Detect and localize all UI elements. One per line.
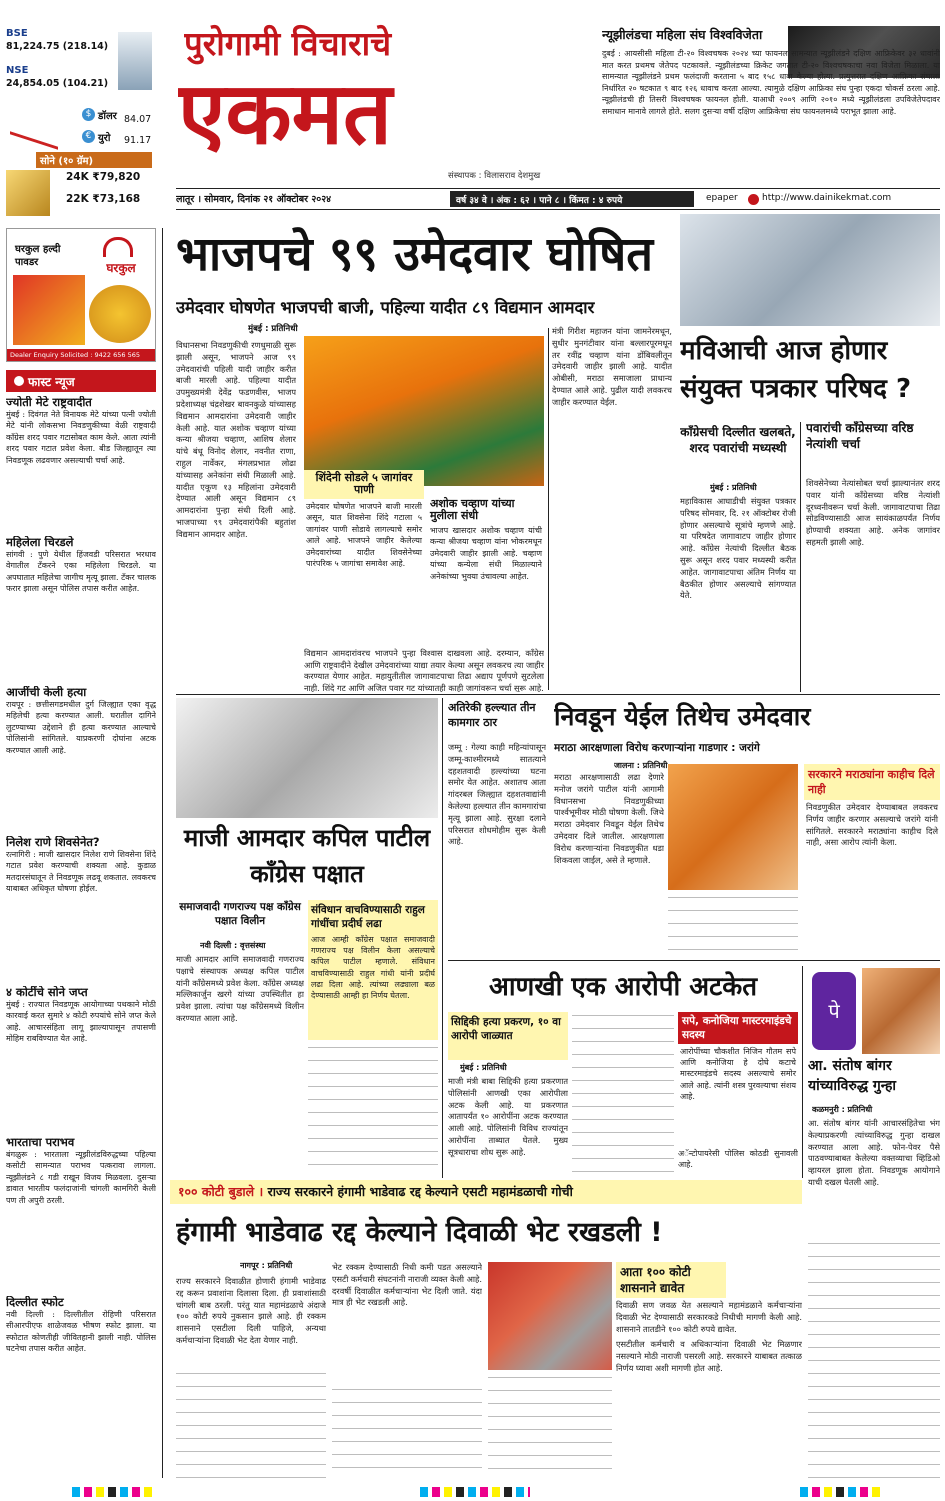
st-col2: भेट रक्कम देण्यासाठी निधी कमी पडत असल्याने एसटी कर्मचारी संघटनांनी नाराजी व्यक्त केली आहे. दरवर्षी दिवाळीत कर्मचाऱ्यांना भेट दिली जाते. यंदा मात्र ही भेट रखडली आहे. (332, 1262, 482, 1308)
dollar-value: 84.07 (124, 114, 152, 125)
arrest-box-title: सिद्दिकी हत्या प्रकरण, १० वा आरोपी जाळ्यात (451, 1016, 561, 1042)
st-box-body: दिवाळी सण जवळ येत असल्याने महामंडळाने कर्मचाऱ्यांना दिवाळी भेट देण्यासाठी सरकारकडे निधीची मागणी केली आहे. शासनाने तातडीने १०० कोटी रुपये द्यावेत. (616, 1300, 802, 1334)
fast-news-head: ४ कोटींचे सोने जप्त (6, 986, 88, 999)
bangar-body-cont (808, 1240, 940, 1478)
shinde-caption: शिंदेनी सोडले ५ जागांवर पाणी (304, 470, 424, 499)
list-item (6, 536, 156, 686)
lead-headline: भाजपचे ९९ उमेदवार घोषित (176, 227, 654, 282)
fast-news-body: बंगळुरू : भारताला न्यूझीलंडविरुद्धच्या पहिल्या कसोटी सामन्यात पराभव पत्करावा लागला. न्यूझीलंडने ८ गडी राखून विजय मिळवला. दुसऱ्या डावात भारतीय फलंदाजांनी चांगली कामगिरी केली पण ती अपुरी ठरली. (6, 1149, 156, 1205)
list-item (6, 986, 156, 1136)
nse-value: 24,854.05 (104.21) (6, 78, 109, 89)
jarange-sub: मराठा आरक्षणाला विरोध करणाऱ्यांना गाडणार : जरांगे (554, 742, 760, 754)
st-col2-cont (332, 1386, 482, 1478)
ad-dish-image (89, 285, 151, 343)
shinde-box (304, 470, 424, 644)
jarange-body-cont (668, 894, 798, 958)
bull-statue-image (118, 32, 152, 90)
fast-news-body: नवी दिल्ली : दिल्लीतील रोहिणी परिसरात सीआरपीएफ शाळेजवळ भीषण स्फोट झाला. या स्फोटात कोणतीही जीवितहानी झाली नाही. पोलिस घटनेचा तपास करीत आहेत. (6, 1309, 156, 1354)
fast-news-body: रायपूर : छत्तीसगडमधील दुर्ग जिल्ह्यात एका वृद्ध महिलेची हत्या करण्यात आली. घरातील दागिने लुटण्याच्या उद्देशाने ही हत्या करण्यात आल्याचे पोलिसांनी सांगितले. याप्रकरणी दोघांना अटक करण्यात आली आहे. (6, 699, 156, 755)
kapil-dateline: नवी दिल्ली : वृत्तसंस्था (200, 941, 266, 950)
lead-col1: विधानसभा निवडणुकीची रणधुमाळी सुरू झाली असून, भाजपने आज ९९ उमेदवारांची पहिली यादी जाहीर करीत बाजी मारली आहे. पहिल्या यादीत उपमुख्यमंत्री देवेंद्र फडणवीस, भाजप प्रदेशाध्यक्ष चंद्रशेखर बावनकुळे यांच्यासह विद्यमान आमदारांना उमेदवारी जाहीर केली आहे. यात अशोक चव्हाण यांच्या कन्या श्रीजया चव्हाण, आशिष शेलार यांचे बंधू विनोद शेलार, नवनीत राणा, राहुल नार्वेकर, मंगलप्रभात लोढा यांच्यासह अनेकांना संधी मिळाली आहे. यादीत एकूण १३ महिलांना उमेदवारी देण्यात आली असून विद्यमान ८९ आमदारांना पुन्हा संधी दिली आहे. भाजपाच्या ९९ उमेदवारांपैकी बहुतांश विद्यमान आमदार आहेत. (176, 340, 296, 539)
lead-continuation: मंत्री गिरीश महाजन यांना जामनेरमधून, सुधीर मुनगंटीवार यांना बल्लारपूरमधून तर रवींद्र चव्हाण यांना डोंबिवलीतून उमेदवारी जाहीर झाली आहे. यादीत ओबीसी, मराठा समाजाला प्राधान्य देण्यात आले आहे. पुढील यादी लवकरच जाहीर करण्यात येईल. (552, 326, 672, 407)
jarange-body: मराठा आरक्षणासाठी लढा देणारे मनोज जरांगे पाटील यांनी आगामी विधानसभा निवडणुकीच्या पार्श्वभूमीवर मोठी घोषणा केली. जिथे मराठा उमेदवार निवडून येईल तिथेच उमेदवार दिले जातील. आरक्षणाला विरोध करणाऱ्यांना निवडणुकीत धडा शिकवला जाईल, असे ते म्हणाले. (554, 772, 664, 865)
list-item (6, 1296, 156, 1421)
fast-news-list (6, 396, 156, 1481)
fast-news-head: ज्योती मेटे राष्ट्रवादीत (6, 396, 92, 409)
fast-news-head: दिल्लीत स्फोट (6, 1296, 64, 1309)
arrest-side-body: आरोपींच्या चौकशीत निजिन गौतम सपे आणि कनोजिया हे दोघे कटाचे मास्टरमाइंडचे सदस्य असल्याचे समोर आले आहे. त्यांनी शस्त्र पुरवल्याचा संशय आहे. (680, 1047, 796, 1101)
ad-box (6, 228, 156, 362)
fast-news-head: महिलेला चिरडले (6, 536, 74, 549)
jarange-box (804, 764, 940, 958)
mva-leaders-photo (680, 214, 940, 326)
st-strip-text: राज्य सरकारने हंगामी भाडेवाढ रद्द केल्याने एसटी महामंडळाची गोची (267, 1184, 573, 1199)
arrest-side-title: सपे, कनोजिया मास्टरमाइंडचे सदस्य (678, 1012, 798, 1044)
ad-house-icon (103, 237, 133, 257)
mva-body: महाविकास आघाडीची संयुक्त पत्रकार परिषद सोमवार, दि. २१ ऑक्टोबर रोजी होणार असल्याचे सूत्रांचे म्हणणे आहे. या परिषदेत जागावाटप जाहीर होणार आहे. काँग्रेस नेत्यांची दिल्लीत बैठक सुरू असून शरद पवार मध्यस्थी करीत आहेत. जागावाटपाचा अंतिम निर्णय या बैठकीत होणार असल्याचे सांगण्यात येते. (680, 496, 796, 601)
kapil-sub: समाजवादी गणराज्य पक्ष काँग्रेस पक्षात विलीन (179, 901, 301, 927)
masthead-title: एकमत (178, 64, 393, 164)
st-strip (170, 1180, 802, 1204)
arrest-body-cont (572, 1012, 674, 1176)
kapil-patil-photo (176, 698, 438, 818)
st-col4: एसटीतील कर्मचारी व अधिकाऱ्यांना दिवाळी भेट मिळणार नसल्याने मोठी नाराजी पसरली आहे. सरकारने याबाबत तत्काळ निर्णय घ्यावा अशी मागणी होत आहे. (616, 1339, 802, 1373)
list-item (6, 686, 156, 836)
st-headline: हंगामी भाडेवाढ रद्द केल्याने दिवाळी भेट रखडली ! (176, 1217, 663, 1248)
fast-news-head: निलेश राणे शिवसेनेत? (6, 836, 100, 849)
mva-dateline: मुंबई : प्रतिनिधी (710, 483, 757, 492)
st-box (616, 1262, 802, 1478)
euro-icon: € (82, 130, 95, 143)
fast-news-body: मुंबई : दिवंगत नेते विनायक मेटे यांच्या पत्नी ज्योती मेटे यांनी लोकसभा निवडणुकीच्या वेळी राष्ट्रवादी काँग्रेस शरद पवार गटासोबत काम केले. आता त्यांनी शरद पवार गटात प्रवेश केला. बीड जिल्ह्यातून त्या निवडणूक लढवणार असल्याची चर्चा आहे. (6, 409, 156, 465)
list-item (6, 1136, 156, 1296)
jarange-photo (668, 764, 798, 890)
bangar-body: आ. संतोष बांगर यांनी आचारसंहितेचा भंग केल्याप्रकरणी त्यांच्याविरुद्ध गुन्हा दाखल करण्यात आला आहे. फोन-पेवर पैसे पाठवण्याबाबत केलेल्या वक्तव्याचा व्हिडिओ व्हायरल झाला होता. निवडणूक आयोगाने याची दखल घेतली आहे. (808, 1118, 940, 1187)
bangar-headline: आ. संतोष बांगर यांच्याविरुद्ध गुन्हा (808, 1058, 897, 1094)
bse-value: 81,224.75 (218.14) (6, 41, 109, 52)
dollar-label: डॉलर (98, 111, 117, 122)
terror-body: जम्मू : गेल्या काही महिन्यांपासून जम्मू-काश्मीरमध्ये सातत्याने दहशतवादी हल्ल्यांच्या घटना समोर येत आहेत. अशातच आता गांदरबल जिल्ह्यात दहशतवाद्यांनी केलेल्या हल्ल्यात तीन कामगारांचा मृत्यू झाला आहे. सुरक्षा दलाने परिसरात शोधमोहीम सुरू केली आहे. (448, 742, 546, 847)
registration-marks-right (800, 1487, 880, 1497)
mva-headline: मविआची आज होणार संयुक्त पत्रकार परिषद ? (680, 336, 912, 404)
bangar-photo (862, 968, 940, 1054)
arrest-headline: आणखी एक आरोपी अटकेत (488, 972, 758, 1002)
ashok-body: भाजप खासदार अशोक चव्हाण यांची कन्या श्रीजया चव्हाण यांना भोकरमधून उमेदवारी जाहीर झाली आहे. चव्हाण यांच्या कन्येला संधी मिळाल्याने अनेकांच्या भुवया उंचावल्या आहेत. (430, 525, 542, 581)
lead-col2: विद्यमान आमदारांवरच भाजपने पुन्हा विश्वास दाखवला आहे. दरम्यान, काँग्रेस आणि राष्ट्रवादीने देखील उमेदवारांच्या याद्या तयार केल्या असून लवकरच त्या जाहीर करण्यात येणार आहेत. महायुतीतील जागावाटपाचा तिढा अद्याप पूर्णपणे सुटलेला नाही. शिंदे गट आणि अजित पवार गट यांच्यातही काही जागांवरून चर्चा सुरू आहे. (304, 648, 544, 692)
bjp-rally-photo (304, 336, 544, 486)
euro-label: युरो (98, 133, 111, 144)
fast-news-body: सांगवी : पुणे येथील हिंजवडी परिसरात भरधाव वेगातील टँकरने एका महिलेला चिरडले. या अपघातात महिलेचा जागीच मृत्यू झाला. टँकर चालक फरार झाला असून पोलिस तपास करीत आहेत. (6, 549, 156, 594)
fast-news-head: भारताचा पराभव (6, 1136, 75, 1149)
mva-sub2: पवारांची काँग्रेसच्या वरिष्ठ नेत्यांशी चर्चा (806, 421, 914, 451)
gold-bars-image (6, 170, 50, 216)
top-story-body: दुबई : आयसीसी महिला टी-२० विश्वचषक २०२४ च्या फायनल सामन्यात न्यूझीलंडने दक्षिण आफ्रिकेवर ३२ धावांनी मात करत प्रथमच जेतेपद पटकावले. न्यूझीलंडच्या क्रिकेट जगतात टी-२० विश्वचषकाचा नवा विजेता मिळाला. या सामन्यात न्यूझीलंडने प्रथम फलंदाजी करताना ५ बाद १५८ धावा केल्या होत्या. प्रत्युत्तरात दक्षिण आफ्रिका संघाला निर्धारित २० षटकात ९ बाद १२६ धावाच करता आल्या. त्यामुळे दक्षिण आफ्रिका संघ पुन्हा एकदा चोकर्स ठरला आहे. न्यूझीलंडची ही तिसरी विश्वचषक फायनल होती. याआधी २००९ आणि २०१० मध्ये न्यूझीलंडला उपविजेतेपदावर समाधान मानावे लागले होते. सलग दुसऱ्या वर्षी दक्षिण आफ्रिकेचा संघ फायनलमध्ये पराभूत झाला आहे. (602, 49, 940, 116)
kapil-headline: माजी आमदार कपिल पाटील काँग्रेस पक्षात (183, 824, 431, 888)
ad-product: घरकुल हल्दी पावडर (15, 244, 61, 268)
fast-news-title: फास्ट न्यूज (28, 375, 75, 389)
ashok-box (428, 496, 544, 644)
st-dateline: नागपूर : प्रतिनिधी (240, 1261, 293, 1270)
lead-subhead: उमेदवार घोषणेत भाजपची बाजी, पहिल्या यादीत ८९ विद्यमान आमदार (176, 298, 595, 317)
jarange-dateline: जालना : प्रतिनिधी (614, 761, 668, 770)
dateline: लातूर । सोमवार, दिनांक २१ ऑक्टोबर २०२४ (176, 194, 332, 205)
lead-dateline: मुंबई : प्रतिनिधी (248, 324, 298, 334)
registration-marks-left (72, 1487, 152, 1497)
mva-sub2-body: शिवसेनेच्या नेत्यांसोबत चर्चा झाल्यानंतर शरद पवार यांनी काँग्रेसच्या वरिष्ठ नेत्यांशी दूरध्वनीवरून चर्चा केली. जागावाटपाचा तिढा सोडविण्यासाठी आज सायंकाळपर्यंत निर्णय होण्याची शक्यता आहे. अनेक जागांवर सहमती झाली आहे. (806, 478, 940, 547)
fast-news-icon (14, 376, 24, 386)
jarange-headline: निवडून येईल तिथेच उमेदवार (554, 702, 811, 731)
st-strip-label: १०० कोटी बुडाले । (178, 1184, 264, 1199)
mva-sub1: काँग्रेसची दिल्लीत खलबते, शरद पवारांची मध्यस्थी (680, 425, 796, 455)
arrest-side (678, 1012, 798, 1144)
fast-news-header (6, 370, 156, 392)
ad-brand: घरकुल (106, 261, 136, 275)
masthead-founder: संस्थापक : विलासराव देशमुख (448, 171, 541, 181)
jarange-box-title: सरकारने मराठ्यांना काहीच दिले नाही (804, 764, 940, 800)
ashok-caption: अशोक चव्हाण यांच्या मुलीला संधी (430, 497, 515, 523)
ad-footer: Dealer Enquiry Solicited : 9422 656 565 (7, 349, 155, 361)
globe-icon (748, 194, 759, 205)
ad-packet-image (13, 275, 85, 345)
kapil-body-cont (308, 1044, 438, 1176)
kapil-body: माजी आमदार आणि समाजवादी गणराज्य पक्षाचे संस्थापक अध्यक्ष कपिल पाटील यांनी काँग्रेसमध्ये प्रवेश केला. काँग्रेस अध्यक्ष मल्लिकार्जुन खरगे यांच्या उपस्थितीत हा प्रवेश झाला. त्यांचा पक्ष काँग्रेसमध्ये विलीन करण्यात आला आहे. (176, 954, 304, 1023)
gold-24k: 24K ₹79,820 (66, 171, 141, 183)
kapil-box-title: संविधान वाचविण्यासाठी राहुल गांधींचा प्रदीर्घ लढा (311, 904, 425, 930)
nse-label: NSE (6, 65, 29, 76)
st-col1: राज्य सरकारने दिवाळीत होणारी हंगामी भाडेवाढ रद्द करून प्रवाशांना दिलासा दिला. ही प्रवाशांसाठी चांगली बाब ठरली. परंतु यात महामंडळाचे अंदाजे १०० कोटी रुपये नुकसान झाले आहे. ही रक्कम शासनाने एसटीला दिली पाहिजे, अन्यथा कर्मचाऱ्यांना दिवाळी भेट देता येणार नाही. (176, 1276, 326, 1345)
shinde-body: उमेदवार घोषणेत भाजपने बाजी मारली असून, यात शिवसेना शिंदे गटाला ५ जागांवर पाणी सोडावे लागल्याचे समोर आले आहे. भाजपने जाहीर केलेल्या उमेदवारांच्या यादीत शिवसेनेच्या पारंपरिक ५ जागांचा समावेश आहे. (306, 501, 422, 569)
issue-info: वर्ष ३४ वे । अंक : ६२ । पाने ८ । किंमत : ४ रुपये (450, 191, 694, 207)
arrest-body: माजी मंत्री बाबा सिद्दिकी हत्या प्रकरणात पोलिसांनी आणखी एका आरोपीला अटक केली आहे. या प्रकरणात आतापर्यंत १० आरोपींना अटक करण्यात आली आहे. पोलिसांनी विविध राज्यांतून आरोपींना ताब्यात घेतले. मुख्य सूत्रधाराचा शोध सुरू आहे. (448, 1076, 568, 1157)
st-box-title: आता १०० कोटी शासनाने द्यावेत (616, 1262, 726, 1298)
registration-marks-center (420, 1487, 530, 1497)
bse-label: BSE (6, 28, 28, 39)
st-col3-cont (488, 1374, 612, 1478)
phonepe-icon: पे (812, 972, 856, 1050)
arrest-photo-caption: अॅन्टोपायरेसी पोलिस कोठडी सुनावली आहे. (678, 1149, 798, 1170)
website-link[interactable]: http://www.dainikekmat.com (762, 193, 892, 203)
st-col1-cont (176, 1370, 326, 1478)
kapil-box (308, 900, 438, 1040)
fast-news-body: रत्नागिरी : माजी खासदार निलेश राणे शिवसेना शिंदे गटात प्रवेश करण्याची शक्यता आहे. कुडाळ मतदारसंघातून ते निवडणूक लढवू शकतात. लवकरच याबाबत अधिकृत घोषणा होईल. (6, 849, 156, 894)
fast-news-head: आजींची केली हत्या (6, 686, 87, 699)
fast-news-body: मुंबई : राज्यात निवडणूक आयोगाच्या पथकाने मोठी कारवाई करत सुमारे ४ कोटी रुपयांचे सोने जप्त केले आहे. आचारसंहिता लागू झाल्यापासून तपासणी मोहिम राबविण्यात येत आहे. (6, 999, 156, 1044)
gold-label: सोने (१० ग्रॅम) (36, 152, 152, 168)
masthead-tagline: पुरोगामी विचाराचे (184, 24, 392, 63)
top-story-title: न्यूझीलंडचा महिला संघ विश्वविजेता (602, 27, 763, 42)
list-item (6, 396, 156, 536)
jarange-box-body: निवडणुकीत उमेदवार देण्याबाबत लवकरच निर्णय जाहीर करणार असल्याचे जरांगे यांनी सांगितले. सरकारने मराठ्यांना काहीच दिले नाही, असा आरोप त्यांनी केला. (806, 802, 938, 848)
list-item (6, 836, 156, 986)
top-story (602, 26, 940, 198)
gold-22k: 22K ₹73,168 (66, 193, 141, 205)
kapil-box-body: आज आम्ही काँग्रेस पक्षात समाजवादी गणराज्य पक्ष विलीन केला असल्याचे कपिल पाटील म्हणाले. संविधान वाचविण्यासाठी राहुल गांधी यांनी प्रदीर्घ लढा दिला आहे. त्यांच्या लढ्याला बळ देण्यासाठी आम्ही हा निर्णय घेतला. (311, 935, 435, 1001)
st-buses-photo (488, 1262, 612, 1370)
bangar-dateline: कळमनुरी : प्रतिनिधी (812, 1105, 873, 1114)
chart-arrow-icon (10, 104, 58, 150)
arrest-box (448, 1012, 568, 1060)
market-panel (6, 28, 152, 218)
arrest-dateline: मुंबई : प्रतिनिधी (460, 1063, 507, 1072)
euro-value: 91.17 (124, 135, 152, 146)
terror-headline: अतिरेकी हल्ल्यात तीन कामगार ठार (448, 701, 536, 729)
dollar-icon: $ (82, 108, 95, 121)
epaper-label: epaper (706, 193, 738, 203)
